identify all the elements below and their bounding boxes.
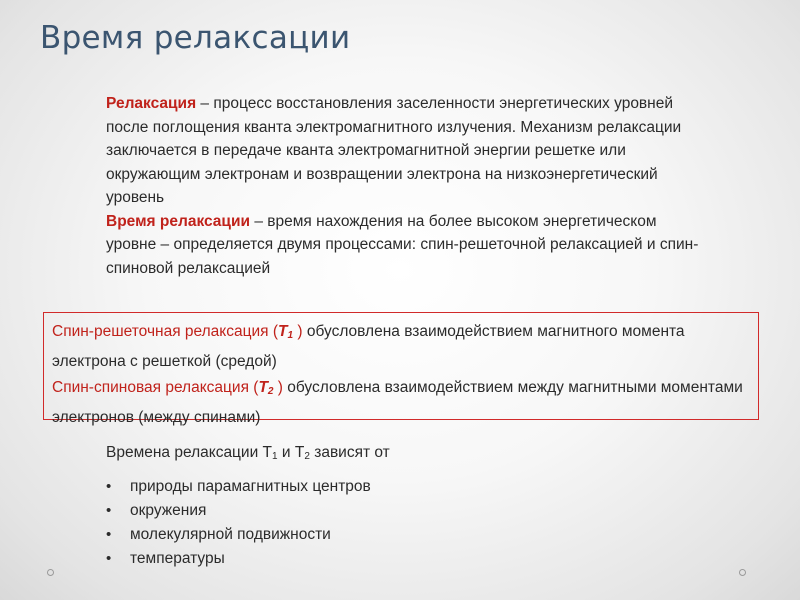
list-item: • молекулярной подвижности (106, 523, 706, 547)
bullet-icon: • (106, 526, 112, 543)
relaxation-time-definition: – время нахождения на более высоком энергетическом уровне – определяется двумя процессами: спин-решеточной релаксацией и спин-спиновой релаксацией (106, 212, 699, 277)
list-item: • окружения (106, 499, 706, 523)
t2-index: 2 (267, 386, 274, 397)
bullet-icon: • (106, 478, 112, 495)
corner-circle-icon (739, 569, 746, 576)
list-item: • температуры (106, 547, 706, 571)
t1-symbol: T (278, 323, 288, 340)
relaxation-types-box (43, 312, 759, 426)
dependencies-lead: Времена релаксации $Т_1$ и $Т_2$ зависят от (106, 444, 390, 462)
spin-spin-label: Спин-спиновая релаксация ($T_2$ ) (52, 379, 283, 397)
bullet-icon: • (106, 502, 112, 519)
dependencies-section (106, 441, 706, 571)
dependencies-list (106, 475, 706, 571)
spin-lattice-text: обусловлена взаимодействием магнитного момента электрона с решеткой (средой) (52, 323, 685, 370)
list-item: • природы парамагнитных центров (106, 475, 706, 499)
intro-paragraph (106, 92, 706, 280)
t1-index: 1 (287, 330, 294, 341)
term-relaxation-time: Время релаксации (106, 212, 251, 230)
bullet-icon: • (106, 550, 112, 567)
spin-lattice-label: Спин-решеточная релаксация ($T_1$ ) (52, 323, 303, 341)
spin-spin-text: обусловлена взаимодействием между магнитными моментами электронов (между спинами) (52, 379, 743, 426)
t2-symbol: T (258, 379, 268, 396)
corner-circle-icon (47, 569, 54, 576)
slide-title: Время релаксации (40, 20, 351, 56)
term-relaxation: Релаксация (106, 95, 197, 112)
relaxation-definition: – процесс восстановления заселенности энергетических уровней после поглощения кванта электромагнитного излучения. Механизм релаксации заключается в передаче кванта электромагнитной энергии решетке или окружающим электронам и возвращении электрона на низкоэнергетический уровень (106, 95, 682, 206)
